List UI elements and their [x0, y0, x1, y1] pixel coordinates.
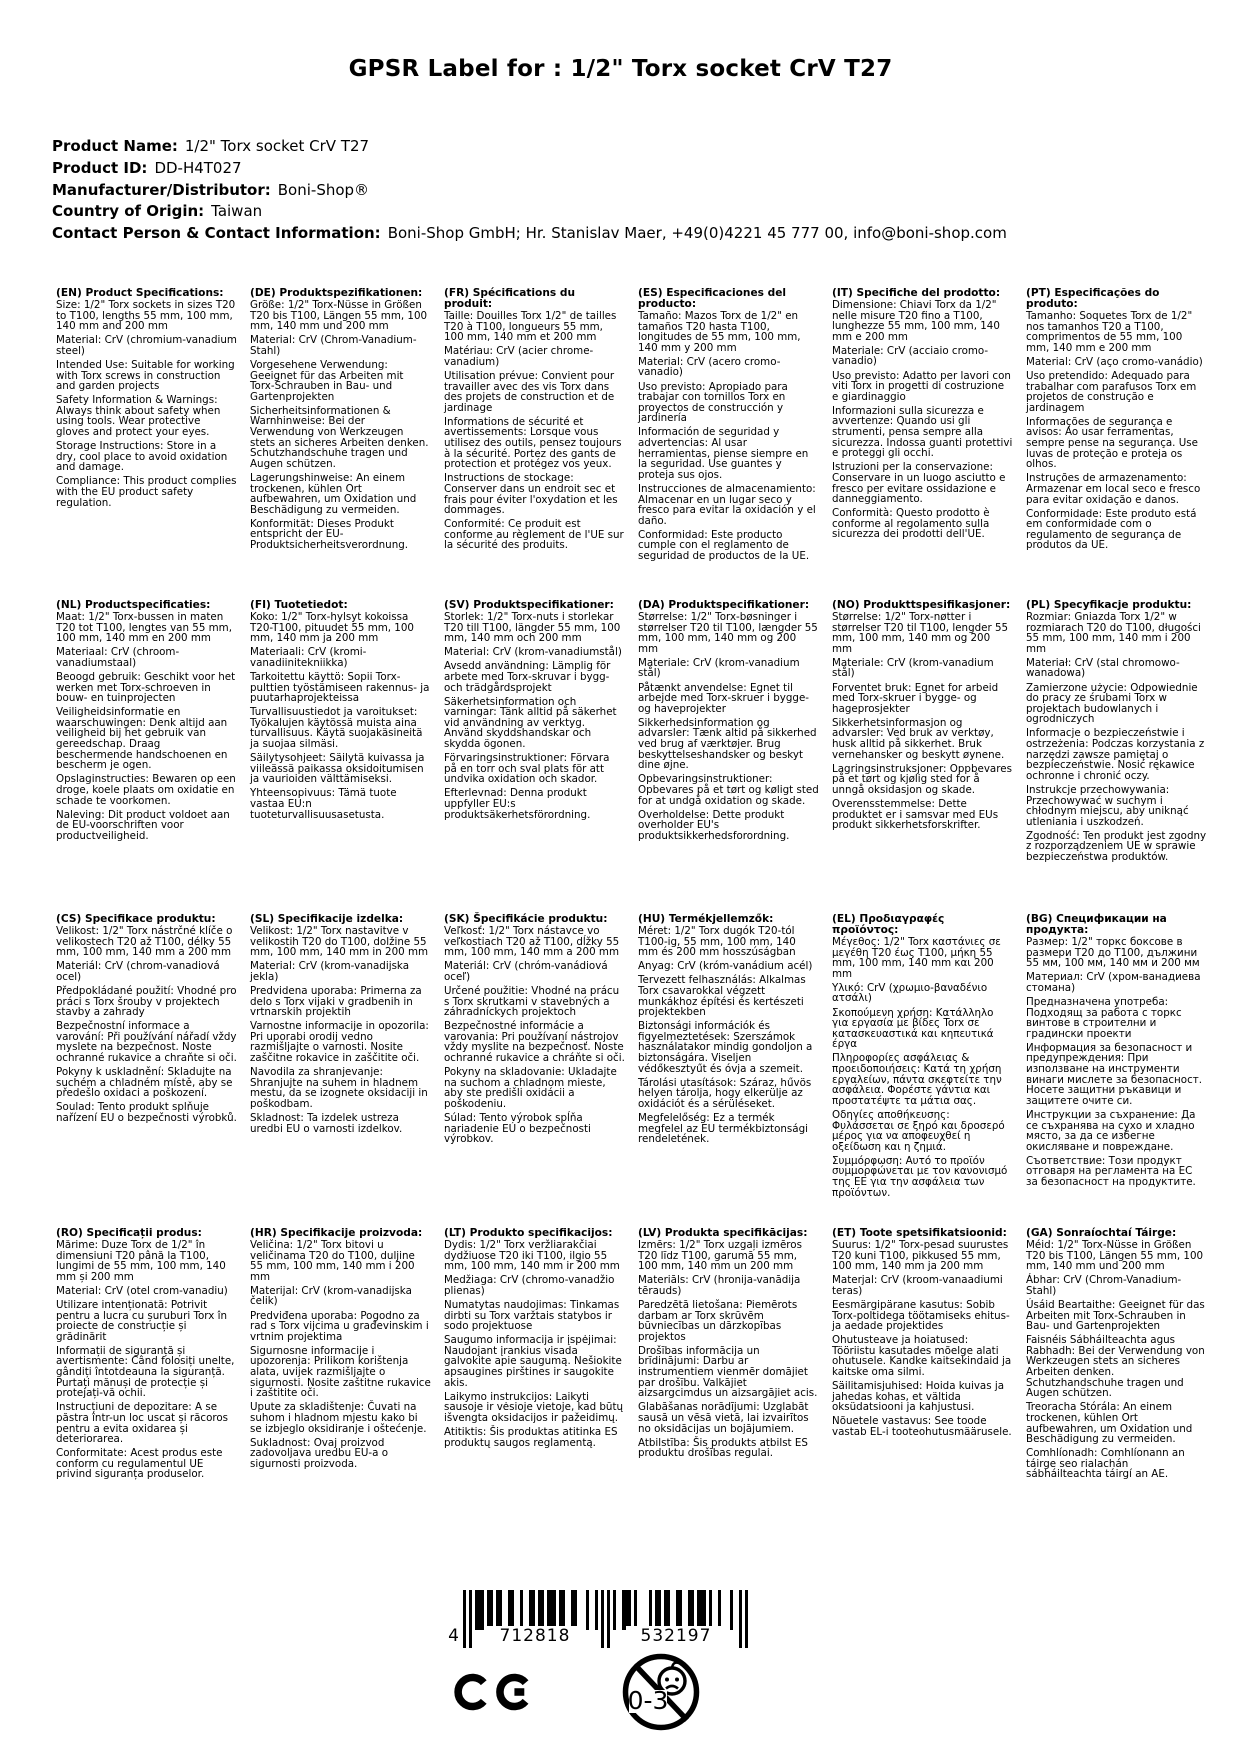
barcode-bar — [691, 1590, 694, 1630]
spec-paragraph: Conformità: Questo prodotto è conforme al regolamento sulla sicurezza dei prodotti dell'UE. — [832, 507, 990, 541]
barcode-bar — [628, 1590, 631, 1630]
spec-paragraph: Dimensione: Chiavi Torx da 1/2" nelle misure T20 fino a T100, lunghezze 55 mm, 100 mm, 140 mm e 200 mm — [832, 299, 1000, 343]
spec-paragraph: Naleving: Dit product voldoet aan de EU-voorschriften voor productveiligheid. — [56, 808, 230, 842]
language-block-heading: (LV) Produkta specifikācijas: — [638, 1227, 808, 1239]
spec-paragraph: Safety Information & Warnings: Always think about safety when using tools. Wear protective gloves and protect your eyes. — [56, 394, 221, 439]
spec-paragraph: Comhlíonadh: Comhlíonann an táirge seo rialachán sábháilteachta táirgí an AE. — [1026, 1447, 1185, 1481]
language-block-heading: (FR) Spécifications du produit: — [444, 287, 575, 310]
spec-paragraph: Συμμόρφωση: Αυτό το προϊόν συμμορφώνεται με τον κανονισμό της ΕΕ για την ασφάλεια των προϊόντων. — [832, 1154, 1008, 1199]
barcode-bar — [520, 1590, 523, 1630]
spec-paragraph: Paredzētā lietošana: Piemērots darbam ar Torx skrūvēm būvniecības un dārzkopības projektos — [638, 1298, 798, 1343]
language-block-hu — [638, 914, 819, 1148]
barcode-bar — [490, 1590, 493, 1630]
spec-paragraph: Σκοπούμενη χρήση: Κατάλληλο για εργασία με βίδες Torx σε κατασκευαστικά και κηπευτικά έργα — [832, 1006, 994, 1051]
spec-paragraph: Predvidena uporaba: Primerna za delo s Torx vijaki v gradbenih in vrtnarskih projektih — [250, 984, 422, 1019]
product-info-label: Product Name: — [52, 137, 178, 155]
spec-paragraph: Ohutusteave ja hoiatused: Tööriistu kasutades mõelge alati ohutusele. Kandke kaitsekindaid ja kaitske oma silmi. — [832, 1334, 1012, 1379]
spec-paragraph: Storlek: 1/2" Torx-nuts i storlekar T20 till T100, längder 55 mm, 100 mm, 140 mm och 200 mm — [444, 611, 621, 645]
spec-paragraph: Sicherheitsinformationen & Warnhinweise: Bei der Verwendung von Werkzeugen stets an sicheres Arbeiten denken. Schutzhandschuhe tragen und Augen schützen. — [250, 404, 429, 470]
barcode-bar — [649, 1590, 652, 1630]
spec-paragraph: Intended Use: Suitable for working with Torx screws in construction and garden projects — [56, 358, 235, 393]
spec-paragraph: Informations de sécurité et avertissements: Lorsque vous utilisez des outils, pensez toujours à la sécurité. Portez des gants de protection et protégez vos yeux. — [444, 415, 622, 471]
language-block-heading: (SV) Produktspecifikationer: — [444, 599, 614, 611]
spec-paragraph: Størrelse: 1/2" Torx-bøsninger i størrelser T20 til T100, længder 55 mm, 100 mm, 140 mm og 200 mm — [638, 611, 818, 655]
ce-mark-icon — [454, 1663, 533, 1725]
language-block-heading: (HR) Specifikacije proizvoda: — [250, 1227, 423, 1239]
barcode-bar — [607, 1590, 610, 1648]
spec-paragraph: Materiale: CrV (krom-vanadium stål) — [638, 656, 800, 680]
spec-paragraph: Инструкции за съхранение: Да се съхранява на сухо и хладно място, за да се избегне окисляване и повреждане. — [1026, 1108, 1196, 1153]
product-info-row — [52, 158, 1007, 180]
barcode-digit-group-2: 532197 — [626, 1626, 726, 1648]
language-block-el — [832, 914, 1013, 1202]
barcode-bar — [703, 1590, 706, 1630]
spec-paragraph: Material: CrV (aço cromo-vanádio) — [1026, 355, 1203, 368]
spec-paragraph: Opslaginstructies: Bewaren op een droge, koele plaats om oxidatie en schade te voorkomen. — [56, 773, 236, 807]
spec-paragraph: Dydis: 1/2" Torx veržliarakčiai dydžiuose T20 iki T100, ilgio 55 mm, 100 mm, 140 mm ir 200 mm — [444, 1239, 620, 1273]
spec-paragraph: Compliance: This product complies with the EU product safety regulation. — [56, 475, 237, 509]
barcode-bar — [553, 1590, 556, 1630]
spec-paragraph: Yhteensopivuus: Tämä tuote vastaa EU:n tuoteturvallisuusasetusta. — [250, 787, 397, 821]
spec-paragraph: Informações de segurança e avisos: Ao usar ferramentas, sempre pense na segurança. Use luvas de proteção e proteja os olhos. — [1026, 415, 1198, 471]
spec-paragraph: Material: CrV (Chrom-Vanadium-Stahl) — [250, 334, 417, 357]
spec-paragraph: Laikymo instrukcijos: Laikyti sausoje ir vėsioje vietoje, kad būtų išvengta oksidacijos ir pažeidimų. — [444, 1390, 624, 1424]
spec-paragraph: Turvallisuustiedot ja varoitukset: Työkalujen käytössä muista aina turvallisuus. Käytä suojakäsineitä ja suojaa silmäsi. — [250, 706, 423, 751]
spec-paragraph: Sigurnosne informacije i upozorenja: Prilikom korištenja alata, uvijek razmišljajte o sigurnosti. Nosite zaštitne rukavice i zaštitite oči. — [250, 1344, 431, 1400]
spec-paragraph: Určené použitie: Vhodné na prácu s Torx skrutkami v stavebných a záhradníckych projektoch — [444, 984, 620, 1019]
spec-paragraph: Informazioni sulla sicurezza e avvertenze: Quando usi gli strumenti, pensa sempre alla sicurezza. Indossa guanti protettivi e proteggi gli occhi. — [832, 404, 1013, 460]
language-block-heading: (SL) Specifikacije izdelka: — [250, 913, 404, 925]
barcode-bar — [541, 1590, 544, 1630]
spec-paragraph: Οδηγίες αποθήκευσης: Φυλάσσεται σε ξηρό και δροσερό μέρος για να αποφευχθεί η οξείδωση και η ζημιά. — [832, 1108, 1005, 1153]
spec-paragraph: Suurus: 1/2" Torx-pesad suurustes T20 kuni T100, pikkused 55 mm, 100 mm, 140 mm ja 200 mm — [832, 1239, 1009, 1273]
spec-paragraph: Pokyny na skladovanie: Ukladajte na suchom a chladnom mieste, aby ste predišli oxidácii a poškodeniu. — [444, 1066, 617, 1110]
barcode-bar — [601, 1590, 604, 1648]
language-block-bg — [1026, 914, 1207, 1191]
language-block-fr — [444, 288, 625, 554]
spec-paragraph: Anyag: CrV (króm-vanádium acél) — [638, 960, 813, 973]
spec-paragraph: Biztonsági információk és figyelmeztetések: Szerszámok használatakor mindig gondoljon a biztonságára. Viseljen védőkesztyűt és óvja a szemeit. — [638, 1020, 813, 1075]
barcode-bar — [658, 1590, 661, 1630]
language-block-pl — [1026, 600, 1207, 866]
spec-paragraph: Uso previsto: Adatto per lavori con viti Torx in progetti di costruzione e giardinaggio — [832, 369, 1011, 403]
spec-paragraph: Numatytas naudojimas: Tinkamas dirbti su Torx varžtais statybos ir sodo projektuose — [444, 1298, 620, 1333]
language-block-et — [832, 1228, 1013, 1441]
product-info — [52, 136, 1007, 245]
page-title: GPSR Label for : 1/2" Torx socket CrV T27 — [348, 56, 893, 82]
spec-paragraph: Veličina: 1/2" Torx bitovi u veličinama T20 do T100, duljine 55 mm, 100 mm, 140 mm i 200 mm — [250, 1239, 415, 1283]
spec-paragraph: Instrucciones de almacenamiento: Almacenar en un lugar seco y fresco para evitar la oxidación y el daño. — [638, 482, 816, 527]
spec-paragraph: Méid: 1/2" Torx-Nüsse in Größen T20 bis T100, Längen 55 mm, 100 mm, 140 mm und 200 mm — [1026, 1239, 1204, 1273]
spec-paragraph: Størrelse: 1/2" Torx-nøtter i størrelser T20 til T100, lengder 55 mm, 100 mm, 140 mm og 200 mm — [832, 611, 1009, 655]
spec-paragraph: Veľkosť: 1/2" Torx nástavce vo veľkostiach T20 až T100, dĺžky 55 mm, 100 mm, 140 mm a 200 mm — [444, 925, 620, 959]
language-block-heading: (CS) Specifikace produktu: — [56, 913, 216, 925]
spec-paragraph: Konformität: Dieses Produkt entspricht der EU-Produktsicherheitsverordnung. — [250, 517, 409, 551]
spec-paragraph: Säkerhetsinformation och varningar: Tänk alltid på säkerhet vid användning av verktyg. Använd skyddshandskar och skydda ögonen. — [444, 695, 617, 751]
barcode-bar — [562, 1590, 565, 1630]
spec-paragraph: Υλικό: CrV (χρωμιο-βαναδένιο ατσάλι) — [832, 981, 988, 1005]
spec-paragraph: Material: CrV (chromium-vanadium steel) — [56, 334, 237, 357]
product-info-label: Product ID: — [52, 158, 148, 177]
spec-paragraph: Tamanho: Soquetes Torx de 1/2" nos tamanhos T20 a T100, comprimentos de 55 mm, 100 mm, 140 mm e 200 mm — [1026, 310, 1193, 354]
spec-paragraph: Tervezett felhasználás: Alkalmas Torx csavarokkal végzett munkákhoz építési és kertészeti projektekben — [638, 974, 806, 1019]
spec-paragraph: Säilitamisjuhised: Hoida kuivas ja jahedas kohas, et vältida oksüdatsiooni ja kahjustusi. — [832, 1380, 1005, 1414]
product-info-label: Country of Origin: — [52, 202, 205, 221]
barcode-bar — [634, 1590, 637, 1630]
spec-paragraph: Instruções de armazenamento: Armazenar em local seco e fresco para evitar oxidação e danos. — [1026, 472, 1201, 506]
spec-paragraph: Overholdelse: Dette produkt overholder EU's produktsikkerhedsforordning. — [638, 808, 790, 842]
language-block-heading: (HU) Termékjellemzők: — [638, 913, 774, 925]
language-block-sl — [250, 914, 431, 1138]
spec-paragraph: Uso previsto: Apropiado para trabajar con tornillos Torx en proyectos de construcción y jardinería — [638, 380, 788, 425]
spec-paragraph: Material: CrV (krom-vanadiumstål) — [444, 646, 622, 659]
language-block-heading: (PL) Specyfikacje produktu: — [1026, 599, 1192, 611]
language-block-it — [832, 288, 1013, 543]
spec-paragraph: Μέγεθος: 1/2" Torx καστάνιες σε μεγέθη T20 έως T100, μήκη 55 mm, 100 mm, 140 mm και 200 mm — [832, 936, 1001, 980]
language-block-cs — [56, 914, 237, 1127]
spec-paragraph: Ábhar: CrV (Chrom-Vanadium-Stahl) — [1026, 1274, 1182, 1297]
spec-paragraph: Velikost: 1/2" Torx nástrčné klíče o velikostech T20 až T100, délky 55 mm, 100 mm, 140 mm a 200 mm — [56, 925, 233, 959]
language-block-sv — [444, 600, 625, 824]
spec-paragraph: Materiaali: CrV (kromi-vanadiinitekniikka) — [250, 646, 367, 669]
spec-paragraph: Tárolási utasítások: Száraz, hűvös helyen tárolja, hogy elkerülje az oxidációt és a sérüléseket. — [638, 1076, 812, 1110]
spec-paragraph: Съответствие: Този продукт отговаря на регламента на ЕС за безопасност на продуктите. — [1026, 1154, 1196, 1188]
language-block-heading: (BG) Спецификации на продукта: — [1026, 913, 1167, 936]
barcode-bar — [709, 1590, 712, 1630]
barcode-bar — [481, 1590, 484, 1630]
language-block-no — [832, 600, 1013, 834]
language-block-heading: (LT) Produkto specifikacijos: — [444, 1227, 613, 1239]
spec-paragraph: Påtænkt anvendelse: Egnet til arbejde med Torx-skruer i bygge- og haveprojekter — [638, 681, 810, 715]
spec-paragraph: Atbilstība: Šis produkts atbilst ES produktu drošības regulai. — [638, 1436, 808, 1460]
product-info-label: Contact Person & Contact Information: — [52, 224, 381, 243]
spec-paragraph: Istruzioni per la conservazione: Conservare in un luogo asciutto e fresco per evitare ossidazione e danneggiamento. — [832, 461, 1006, 506]
spec-paragraph: Lagringsinstruksjoner: Oppbevares på et tørt og kjølig sted for å unngå oksidasjon og skade. — [832, 762, 1012, 796]
spec-paragraph: Utilizare intenționată: Potrivit pentru a lucra cu șuruburi Torx în proiecte de construcție și grădinărit — [56, 1298, 228, 1343]
language-block-de — [250, 288, 431, 554]
language-block-heading: (NO) Produkttspesifikasjoner: — [832, 599, 1011, 611]
spec-paragraph: Úsáid Beartaithe: Geeignet für das Arbeiten mit Torx-Schrauben in Bau- und Gartenprojekten — [1026, 1298, 1205, 1333]
spec-paragraph: Πληροφορίες ασφάλειας & προειδοποιήσεις: Κατά τη χρήση εργαλείων, πάντα σκεφτείτε την ασφάλεια. Φορέστε γάντια και προστατέψτε τα μάτια σας. — [832, 1052, 1002, 1107]
spec-paragraph: Soulad: Tento produkt splňuje nařízení EU o bezpečnosti výrobků. — [56, 1101, 237, 1124]
language-block-lv — [638, 1228, 819, 1462]
spec-paragraph: Материал: CrV (хром-ванадиева стомана) — [1026, 971, 1201, 994]
barcode-bar — [718, 1590, 721, 1630]
spec-paragraph: Atitiktis: Šis produktas atitinka ES produktų saugos reglamentą. — [444, 1426, 618, 1449]
product-info-value: Boni-Shop® — [277, 180, 370, 199]
language-block-lt — [444, 1228, 625, 1452]
language-block-pt — [1026, 288, 1207, 554]
barcode-digit-group-1: 712818 — [485, 1626, 585, 1648]
spec-paragraph: Sikkerhetsinformasjon og advarsler: Ved bruk av verktøy, husk alltid på sikkerhet. Bruk vernehansker og beskytt øynene. — [832, 716, 1005, 761]
spec-paragraph: Instructions de stockage: Conserver dans un endroit sec et frais pour éviter l'oxydation et les dommages. — [444, 472, 618, 517]
spec-paragraph: Treoracha Stórála: An einem trockenen, kühlen Ort aufbewahren, um Oxidation und Beschädigung zu vermeiden. — [1026, 1401, 1193, 1446]
spec-paragraph: Zgodność: Ten produkt jest zgodny z rozporządzeniem UE w sprawie bezpieczeństwa produktów. — [1026, 829, 1207, 863]
barcode-bar — [511, 1590, 514, 1630]
language-block-ga — [1026, 1228, 1207, 1483]
spec-paragraph: Tarkoitettu käyttö: Sopii Torx-pulttien työstämiseen rakennus- ja puutarhaprojekteissa — [250, 670, 430, 705]
spec-paragraph: Materiaal: CrV (chroom-vanadiumstaal) — [56, 646, 180, 669]
barcode-bar — [574, 1590, 577, 1630]
spec-paragraph: Veiligheidsinformatie en waarschuwingen: Denk altijd aan veiligheid bij het gebruik van gereedschap. Draag beschermende handschoenen en bescherm je ogen. — [56, 706, 228, 772]
spec-paragraph: Koko: 1/2" Torx-hylsyt kokoissa T20-T100, pituudet 55 mm, 100 mm, 140 mm ja 200 mm — [250, 611, 414, 645]
language-block-hr — [250, 1228, 431, 1473]
language-block-es — [638, 288, 819, 565]
spec-paragraph: Předpokládané použití: Vhodné pro práci s Torx šrouby v projektech stavby a zahrady — [56, 984, 237, 1019]
spec-paragraph: Eesmärgipärane kasutus: Sobib Torx-poltidega töötamiseks ehitus- ja aedade projektides — [832, 1298, 1010, 1333]
spec-paragraph: Zamierzone użycie: Odpowiednie do pracy ze śrubami Torx w projektach budowlanych i ogrodniczych — [1026, 681, 1198, 726]
language-block-heading: (FI) Tuotetiedot: — [250, 599, 348, 611]
spec-paragraph: Drošības informācija un brīdinājumi: Darbu ar instrumentiem vienmēr domājiet par drošību. Valkājiet aizsargcimdus un aizsargājiet acis. — [638, 1344, 818, 1400]
product-info-label: Manufacturer/Distributor: — [52, 180, 271, 199]
spec-paragraph: Efterlevnad: Denna produkt uppfyller EU:s produktsäkerhetsförordning. — [444, 787, 591, 821]
spec-paragraph: Bezpečnostní informace a varování: Při používání nářadí vždy myslete na bezpečnost. Noste ochranné rukavice a chraňte si oči. — [56, 1020, 237, 1065]
spec-paragraph: Materiál: CrV (chrom-vanadiová ocel) — [56, 960, 220, 983]
language-block-sk — [444, 914, 625, 1148]
spec-paragraph: Información de seguridad y advertencias: Al usar herramientas, piense siempre en la seguridad. Use guantes y proteja sus ojos. — [638, 426, 809, 481]
spec-paragraph: Materiál: CrV (chróm-vanádiová oceľ) — [444, 960, 608, 983]
spec-paragraph: Lagerungshinweise: An einem trockenen, kühlen Ort aufbewahren, um Oxidation und Beschädigung zu vermeiden. — [250, 471, 417, 516]
spec-paragraph: Информация за безопасност и предупреждения: При използване на инструменти винаги мислете за безопасност. Носете защитни ръкавици и защитете очите си. — [1026, 1041, 1203, 1107]
barcode-bar — [499, 1590, 502, 1630]
language-block-heading: (ET) Toote spetsifikatsioonid: — [832, 1227, 1007, 1239]
spec-paragraph: Materiāls: CrV (hronija-vanādija tērauds) — [638, 1274, 801, 1297]
spec-paragraph: Vorgesehene Verwendung: Geeignet für das Arbeiten mit Torx-Schrauben in Bau- und Gartenprojekten — [250, 358, 404, 403]
spec-paragraph: Size: 1/2" Torx sockets in sizes T20 to T100, lengths 55 mm, 100 mm, 140 mm and 200 mm — [56, 299, 236, 333]
spec-paragraph: Utilisation prévue: Convient pour travailler avec des vis Torx dans des projets de construction et de jardinage — [444, 369, 615, 414]
spec-paragraph: Informacje o bezpieczeństwie i ostrzeżenia: Podczas korzystania z narzędzi zawsze pamiętaj o bezpieczeństwie. Nosić rękawice ochronne i chronić oczy. — [1026, 727, 1205, 782]
spec-paragraph: Conformité: Ce produit est conforme au règlement de l'UE sur la sécurité des produits. — [444, 518, 624, 552]
spec-paragraph: Предназначена употреба: Подходящ за работа с торкс винтове в строителни и градински проекти — [1026, 995, 1182, 1040]
language-block-heading: (GA) Sonraíochtaí Táirge: — [1026, 1227, 1177, 1239]
spec-paragraph: Materiale: CrV (acciaio cromo-vanadio) — [832, 344, 989, 368]
language-block-heading: (EN) Product Specifications: — [56, 287, 224, 299]
product-info-value: Taiwan — [211, 202, 263, 221]
spec-paragraph: Forventet bruk: Egnet for arbeid med Torx-skruer i bygge- og hageprosjekter — [832, 681, 999, 715]
spec-paragraph: Maat: 1/2" Torx-bussen in maten T20 tot T100, lengtes van 55 mm, 100 mm, 140 mm en 200 mm — [56, 611, 232, 645]
language-block-heading: (SK) Špecifikácie produktu: — [444, 913, 608, 925]
spec-paragraph: Materiał: CrV (stal chromowo-wanadowa) — [1026, 656, 1180, 680]
svg-text:0-3: 0-3 — [627, 1686, 669, 1715]
language-block-en — [56, 288, 237, 512]
spec-paragraph: Uso pretendido: Adequado para trabalhar com parafusos Torx em projetos de construção e jardinagem — [1026, 369, 1197, 414]
spec-paragraph: Varnostne informacije in opozorila: Pri uporabi orodij vedno razmišljajte o varnosti. Nosite zaščitne rokavice in zaščitite oči. — [250, 1020, 429, 1065]
language-block-heading: (PT) Especificações do produto: — [1026, 287, 1160, 310]
language-grid — [56, 288, 1207, 1483]
spec-paragraph: Navodila za shranjevanje: Shranjujte na suhem in hladnem mestu, da se izognete oksidaciji in poškodbam. — [250, 1066, 428, 1110]
spec-paragraph: Izmērs: 1/2" Torx uzgaļi izmēros T20 līdz T100, garumā 55 mm, 100 mm, 140 mm un 200 mm — [638, 1239, 802, 1273]
spec-paragraph: Förvaringsinstruktioner: Förvara på en torr och sval plats för att undvika oxidation och skador. — [444, 752, 610, 786]
spec-paragraph: Rozmiar: Gniazda Torx 1/2" w rozmiarach T20 do T100, długości 55 mm, 100 mm, 140 mm i 200 mm — [1026, 611, 1201, 655]
spec-paragraph: Размер: 1/2" торкс боксове в размери T20 до T100, дължини 55 мм, 100 мм, 140 мм и 200 мм — [1026, 936, 1200, 970]
spec-paragraph: Bezpečnostné informácie a varovania: Pri používaní nástrojov vždy myslite na bezpečnosť. Noste ochranné rukavice a chráňte si oči. — [444, 1020, 625, 1065]
spec-paragraph: Velikost: 1/2" Torx nastavitve v velikostih T20 do T100, dolžine 55 mm, 100 mm, 140 mm in 200 mm — [250, 925, 429, 959]
language-block-heading: (DA) Produktspecifikationer: — [638, 599, 810, 611]
barcode-bar — [745, 1590, 748, 1648]
barcode-bar — [739, 1590, 742, 1648]
spec-paragraph: Conformitate: Acest produs este conform cu regulamentul UE privind siguranța produselor. — [56, 1447, 223, 1481]
spec-paragraph: Sukladnost: Ovaj proizvod zadovoljava uredbu EU-a o sigurnosti proizvoda. — [250, 1436, 389, 1470]
language-block-heading: (RO) Specificații produs: — [56, 1227, 202, 1239]
spec-paragraph: Materijal: CrV (krom-vanadijska čelik) — [250, 1284, 412, 1308]
language-block-heading: (IT) Specifiche del prodotto: — [832, 287, 1001, 299]
product-info-value: Boni-Shop GmbH; Hr. Stanislav Maer, +49(0)4221 45 777 00, info@boni-shop.com — [387, 224, 1007, 243]
spec-paragraph: Glabāšanas norādījumi: Uzglabāt sausā un vēsā vietā, lai izvairītos no oksidācijas un bojājumiem. — [638, 1401, 809, 1435]
spec-paragraph: Faisnéis Sábháilteachta agus Rabhadh: Bei der Verwendung von Werkzeugen stets an sicheres Arbeiten denken. Schutzhandschuhe tragen und Augen schützen. — [1026, 1334, 1205, 1400]
spec-paragraph: Storage Instructions: Store in a dry, cool place to avoid oxidation and damage. — [56, 440, 228, 474]
language-block-heading: (EL) Προδιαγραφές προϊόντος: — [832, 913, 945, 936]
language-block-fi — [250, 600, 431, 824]
spec-paragraph: Méret: 1/2" Torx dugók T20-tól T100-ig, 55 mm, 100 mm, 140 mm és 200 mm hosszúságban — [638, 925, 796, 959]
language-block-ro — [56, 1228, 237, 1483]
spec-paragraph: Megfelelőség: Ez a termék megfelel az EU termékbiztonsági rendeletének. — [638, 1112, 808, 1146]
ean13-barcode — [448, 1590, 748, 1648]
product-info-value: 1/2" Torx socket CrV T27 — [184, 137, 370, 155]
spec-paragraph: Beoogd gebruik: Geschikt voor het werken met Torx-schroeven in bouw- en tuinprojecten — [56, 670, 236, 705]
spec-paragraph: Materiale: CrV (krom-vanadium stål) — [832, 656, 994, 680]
spec-paragraph: Instrukcje przechowywania: Przechowywać w suchym i chłodnym miejscu, aby uniknąć utleniania i uszkodzeń. — [1026, 783, 1189, 828]
language-block-heading: (NL) Productspecificaties: — [56, 599, 211, 611]
spec-paragraph: Medžiaga: CrV (chromo-vanadžio plienas) — [444, 1274, 615, 1297]
spec-paragraph: Informații de siguranță și avertismente: Când folosiți unelte, gândiți întotdeauna la siguranță. Purtați mănuși de protecție și protejați-vă ochii. — [56, 1344, 235, 1400]
spec-paragraph: Instrucțiuni de depozitare: A se păstra într-un loc uscat și răcoros pentru a evita oxidarea și deteriorarea. — [56, 1401, 229, 1446]
spec-paragraph: Opbevaringsinstruktioner: Opbevares på et tørt og køligt sted for at undgå oxidation og skade. — [638, 773, 819, 807]
spec-paragraph: Material: CrV (krom-vanadijska jekla) — [250, 960, 410, 983]
spec-paragraph: Matériau: CrV (acier chrome-vanadium) — [444, 345, 594, 368]
language-block-nl — [56, 600, 237, 845]
spec-paragraph: Avsedd användning: Lämplig för arbete med Torx-skruvar i bygg- och trädgårdsprojekt — [444, 660, 611, 694]
spec-paragraph: Material: CrV (otel crom-vanadiu) — [56, 1284, 228, 1297]
barcode-bar — [532, 1590, 535, 1630]
product-info-row — [52, 180, 1007, 202]
product-info-row — [52, 136, 1007, 158]
spec-paragraph: Overensstemmelse: Dette produktet er i samsvar med EUs produkt sikkerhetsforskrifter. — [832, 798, 999, 832]
barcode-leading-digit: 4 — [448, 1626, 459, 1646]
language-block-heading: (ES) Especificaciones del producto: — [638, 287, 787, 310]
spec-paragraph: Súlad: Tento výrobok spĺňa nariadenie EÚ o bezpečnosti výrobkov. — [444, 1112, 591, 1146]
spec-paragraph: Skladnost: Ta izdelek ustreza uredbi EU o varnosti izdelkov. — [250, 1112, 403, 1135]
spec-paragraph: Conformidade: Este produto está em conformidade com o regulamento de segurança de produtos da UE. — [1026, 507, 1197, 552]
product-info-value: DD-H4T027 — [154, 158, 242, 177]
spec-paragraph: Materjal: CrV (kroom-vanaadiumi teras) — [832, 1274, 1003, 1297]
spec-paragraph: Pokyny k uskladnění: Skladujte na suchém a chladném místě, aby se předešlo oxidaci a poškození. — [56, 1066, 233, 1100]
spec-paragraph: Sikkerhedsinformation og advarsler: Tænk altid på sikkerhed ved brug af værktøjer. Brug beskyttelseshandsker og beskyt dine øjne. — [638, 716, 817, 772]
barcode-bar — [469, 1590, 472, 1648]
product-info-row — [52, 223, 1007, 245]
language-block-heading: (DE) Produktspezifikationen: — [250, 287, 423, 299]
barcode-bar — [613, 1590, 616, 1630]
barcode-bar — [679, 1590, 682, 1630]
spec-paragraph: Upute za skladištenje: Čuvati na suhom i hladnom mjestu kako bi se izbjeglo oksidiranje i oštećenje. — [250, 1401, 427, 1435]
barcode-bar — [586, 1590, 589, 1630]
spec-paragraph: Mărime: Duze Torx de 1/2" în dimensiuni T20 până la T100, lungimi de 55 mm, 100 mm, 140 mm și 200 mm — [56, 1239, 226, 1283]
spec-paragraph: Tamaño: Mazos Torx de 1/2" en tamaños T20 hasta T100, longitudes de 55 mm, 100 mm, 140 mm y 200 mm — [638, 310, 801, 354]
barcode-bar — [667, 1590, 670, 1630]
age-warning-0-3-icon — [621, 1650, 701, 1738]
spec-paragraph: Taille: Douilles Torx 1/2" de tailles T20 à T100, longueurs 55 mm, 100 mm, 140 mm et 200 mm — [444, 310, 617, 344]
spec-paragraph: Conformidad: Este producto cumple con el reglamento de seguridad de productos de la UE. — [638, 528, 810, 562]
language-block-da — [638, 600, 819, 845]
spec-paragraph: Säilytysohjeet: Säilytä kuivassa ja viileässä paikassa oksidoitumisen ja vaurioiden välttämiseksi. — [250, 752, 425, 786]
spec-paragraph: Größe: 1/2" Torx-Nüsse in Größen T20 bis T100, Längen 55 mm, 100 mm, 140 mm und 200 mm — [250, 299, 428, 333]
barcode-bar — [730, 1590, 733, 1630]
spec-paragraph: Predviđena uporaba: Pogodno za rad s Torx vijcima u građevinskim i vrtnim projektima — [250, 1309, 429, 1343]
barcode-bar — [595, 1590, 598, 1630]
barcode-bar — [463, 1590, 466, 1648]
spec-paragraph: Material: CrV (acero cromo-vanadio) — [638, 355, 781, 379]
spec-paragraph: Saugumo informacija ir įspėjimai: Naudojant įrankius visada galvokite apie saugumą. Nešiokite apsaugines pirštines ir saugokite akis. — [444, 1334, 622, 1389]
product-info-row — [52, 201, 1007, 223]
spec-paragraph: Nõuetele vastavus: See toode vastab EL-i tooteohutusmäärusele. — [832, 1415, 1012, 1438]
